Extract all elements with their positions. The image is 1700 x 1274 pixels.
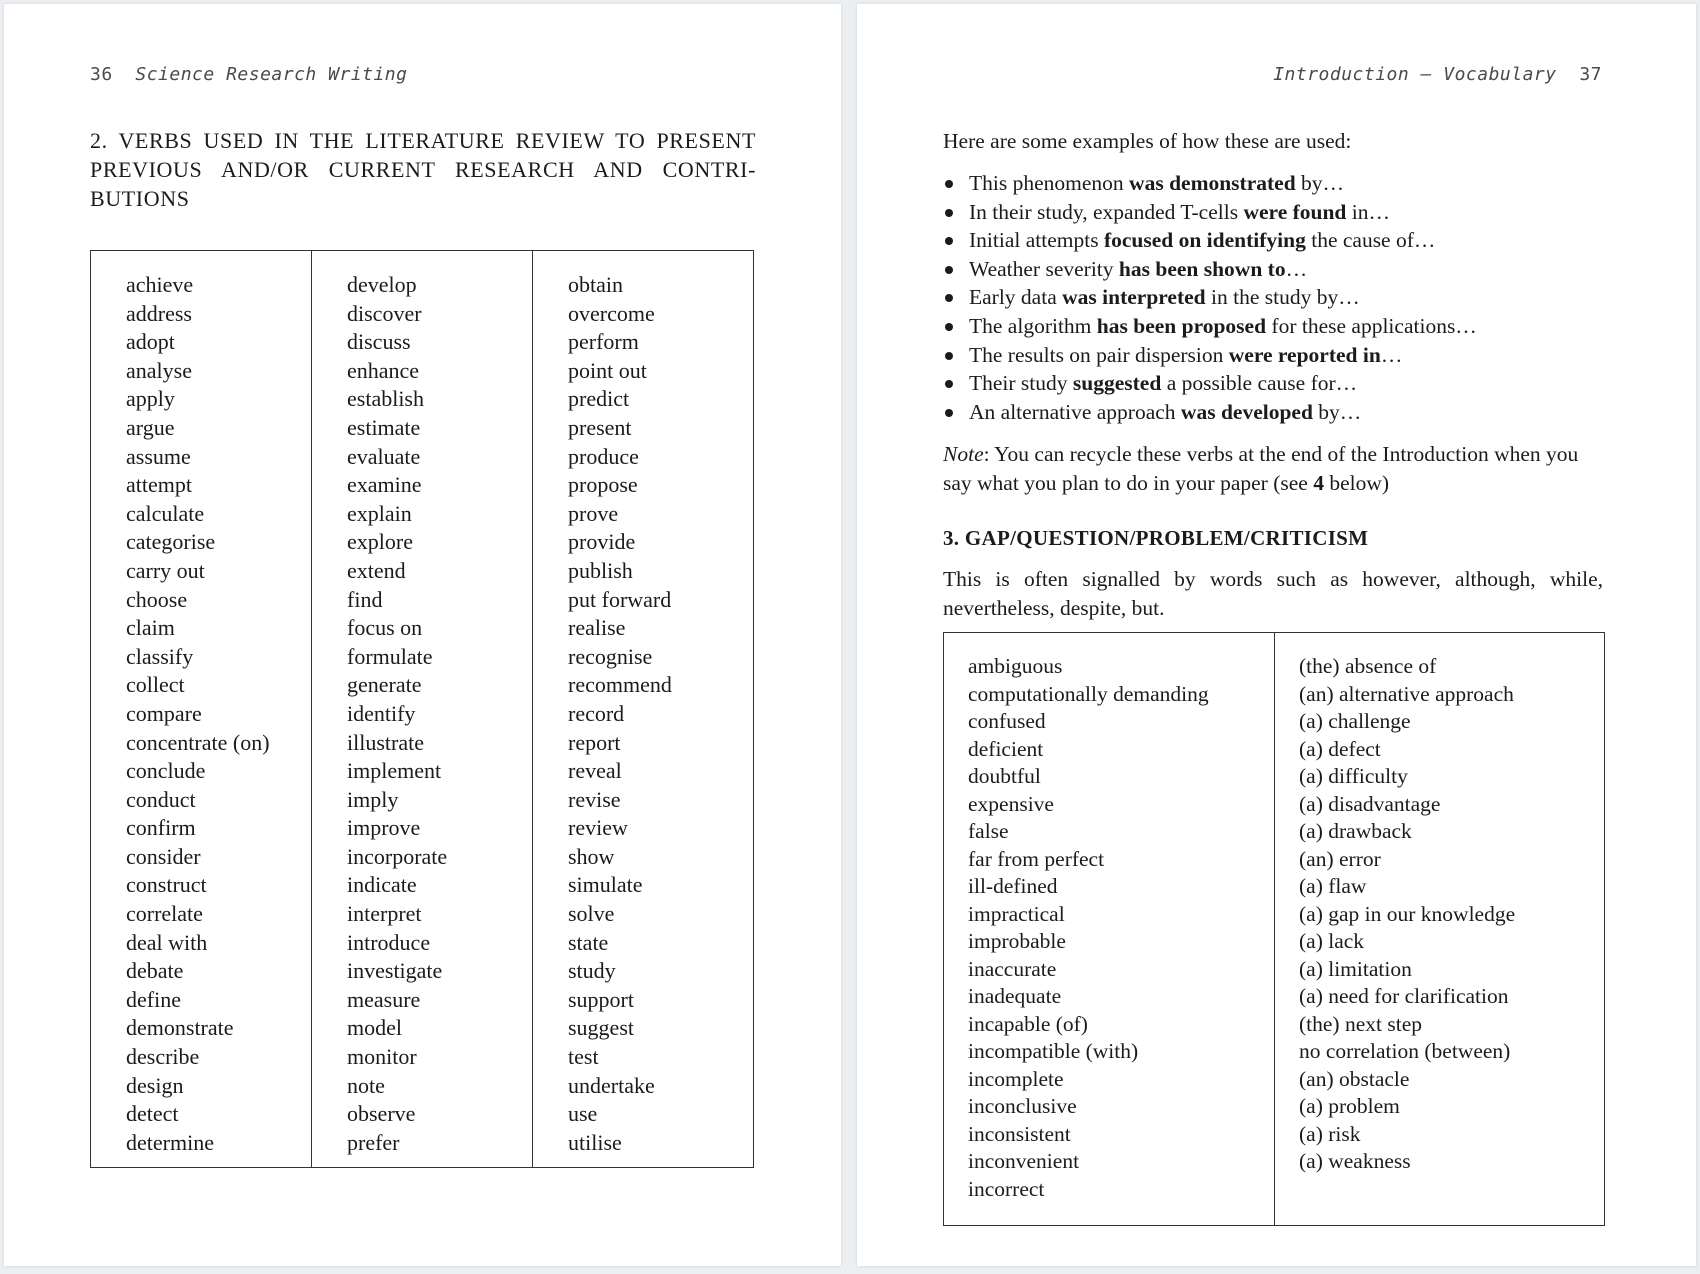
adjective-item: deficient: [968, 736, 1044, 761]
verb-item: explain: [347, 500, 412, 526]
verb-item: discuss: [347, 329, 411, 355]
example-verb: focused on identifying: [1103, 228, 1306, 253]
verb-item: incorporate: [347, 843, 448, 869]
verb-item: support: [568, 986, 634, 1012]
page-number: 37: [1579, 64, 1602, 85]
adjective-item: inaccurate: [968, 956, 1057, 981]
example-text-end: in…: [1346, 199, 1391, 224]
verb-item: solve: [568, 901, 615, 927]
examples-list: [943, 169, 1623, 426]
example-verb: were found: [1243, 199, 1347, 224]
adjective-item: false: [968, 819, 1009, 843]
verb-item: apply: [126, 386, 175, 412]
noun-item: (a) difficulty: [1299, 764, 1408, 788]
example-item: [943, 255, 1623, 284]
verb-item: detect: [126, 1101, 179, 1127]
example-text: In their study, expanded T-cells: [969, 199, 1244, 224]
verb-item: categorise: [126, 529, 216, 555]
verb-item: construct: [126, 872, 207, 898]
left-page: [4, 4, 841, 1266]
verb-item: indicate: [347, 872, 417, 898]
example-text: An alternative approach: [969, 399, 1181, 424]
verb-item: investigate: [347, 958, 443, 984]
verb-item: illustrate: [347, 729, 424, 755]
verb-item: interpret: [347, 901, 422, 927]
example-item: [943, 226, 1623, 255]
verb-item: examine: [347, 472, 422, 498]
example-verb: was demonstrated: [1129, 171, 1296, 195]
example-item: [943, 369, 1623, 398]
example-text-end: by…: [1312, 399, 1362, 424]
verb-item: address: [126, 300, 192, 326]
verb-item: realise: [568, 615, 626, 641]
adjective-item: ambiguous: [968, 654, 1063, 678]
adjective-item: incapable (of): [968, 1011, 1088, 1036]
verb-item: publish: [568, 557, 633, 583]
verb-item: classify: [126, 643, 194, 669]
verb-item: record: [568, 700, 625, 726]
verb-item: use: [568, 1101, 598, 1127]
example-item: [943, 283, 1623, 312]
noun-item: (an) alternative approach: [1299, 681, 1514, 706]
verb-item: study: [568, 958, 616, 984]
verb-item: collect: [126, 672, 185, 698]
verb-item: carry out: [126, 557, 205, 583]
verb-column: [91, 251, 311, 1167]
verb-item: explore: [347, 529, 413, 555]
verb-item: conclude: [126, 758, 206, 784]
example-verb: suggested: [1072, 371, 1162, 396]
verb-item: define: [126, 986, 181, 1012]
verb-item: claim: [126, 615, 175, 641]
running-title: Introduction — Vocabulary: [1273, 64, 1557, 85]
verb-item: provide: [568, 529, 636, 555]
example-text-end: the cause of…: [1305, 228, 1436, 253]
adjective-item: improbable: [968, 929, 1066, 953]
verb-item: revise: [568, 786, 621, 812]
verb-item: adopt: [126, 329, 175, 355]
adjective-item: confused: [968, 709, 1046, 733]
noun-item: (a) weakness: [1299, 1149, 1411, 1173]
noun-item: (a) risk: [1299, 1121, 1361, 1146]
nouns-column: [1274, 633, 1604, 1225]
adjective-item: incompatible (with): [968, 1039, 1139, 1063]
gap-heading: 3. GAP/QUESTION/PROBLEM/CRITICISM: [943, 526, 1369, 550]
noun-item: (a) limitation: [1299, 956, 1412, 981]
adjective-item: doubtful: [968, 764, 1041, 788]
example-verb: has been shown to: [1118, 256, 1286, 281]
verb-item: report: [568, 729, 621, 755]
verb-item: choose: [126, 586, 188, 612]
verb-column: [532, 251, 753, 1167]
verb-item: review: [568, 815, 628, 841]
verb-item: focus on: [347, 615, 423, 641]
example-text: The algorithm: [969, 313, 1097, 338]
adjectives-column: [944, 633, 1274, 1225]
right-page: [857, 4, 1696, 1266]
section-heading: 2. VERBS USED IN THE LITERATURE REVIEW TO PRESENT PREVIOUS AND/OR CURRENT RESEARCH AND CONTRI-BUTIONS: [90, 128, 756, 211]
verb-item: state: [568, 929, 609, 955]
verb-item: compare: [126, 700, 202, 726]
example-text-end: …: [1285, 256, 1308, 281]
gap-table: [943, 632, 1605, 1226]
verb-item: prove: [568, 500, 619, 526]
verb-item: discover: [347, 300, 422, 326]
verb-item: argue: [126, 414, 175, 440]
verb-item: imply: [347, 786, 399, 812]
verb-item: develop: [347, 272, 417, 297]
verb-item: conduct: [126, 786, 196, 812]
example-text: Early data: [969, 285, 1063, 310]
verb-item: calculate: [126, 500, 205, 526]
verb-item: prefer: [347, 1129, 400, 1155]
verb-item: debate: [126, 958, 184, 984]
noun-item: (the) next step: [1299, 1011, 1422, 1036]
adjective-item: inconclusive: [968, 1094, 1077, 1118]
verb-item: generate: [347, 672, 422, 698]
noun-item: (a) flaw: [1299, 874, 1367, 898]
verb-item: establish: [347, 386, 424, 412]
example-item: [943, 198, 1623, 227]
noun-item: (a) drawback: [1299, 819, 1412, 843]
note-text-end: below): [1323, 470, 1390, 495]
example-text-end: by…: [1295, 171, 1345, 195]
verb-item: obtain: [568, 272, 623, 297]
verb-item: formulate: [347, 643, 433, 669]
noun-item: (an) error: [1299, 846, 1381, 871]
verb-item: produce: [568, 443, 639, 469]
verb-item: improve: [347, 815, 421, 841]
noun-item: no correlation (between): [1299, 1039, 1511, 1063]
noun-item: (a) defect: [1299, 736, 1381, 761]
example-text-end: for these applications…: [1266, 313, 1477, 338]
verb-item: deal with: [126, 929, 208, 955]
example-text-end: …: [1380, 342, 1403, 367]
example-text-end: a possible cause for…: [1161, 371, 1358, 396]
verb-item: observe: [347, 1101, 416, 1127]
verb-item: note: [347, 1072, 385, 1098]
verb-item: extend: [347, 557, 406, 583]
example-text: Their study: [969, 371, 1073, 396]
verb-item: enhance: [347, 357, 420, 383]
example-text: This phenomenon: [969, 171, 1130, 195]
verb-item: find: [347, 586, 383, 612]
verb-item: simulate: [568, 872, 643, 898]
verb-item: predict: [568, 386, 630, 412]
verb-item: suggest: [568, 1015, 634, 1041]
noun-item: (a) challenge: [1299, 709, 1411, 733]
verb-item: consider: [126, 843, 201, 869]
example-verb: was interpreted: [1062, 285, 1206, 310]
noun-item: (a) problem: [1299, 1094, 1400, 1118]
verb-item: propose: [568, 472, 638, 498]
example-text: The results on pair dispersion: [969, 342, 1229, 367]
verb-item: evaluate: [347, 443, 421, 469]
verb-item: attempt: [126, 472, 192, 498]
verb-item: point out: [568, 357, 647, 383]
verb-item: estimate: [347, 414, 421, 440]
example-text: Initial attempts: [969, 228, 1104, 253]
verb-item: analyse: [126, 357, 192, 383]
verb-item: describe: [126, 1044, 200, 1070]
example-item: [943, 312, 1623, 341]
verb-item: overcome: [568, 300, 655, 326]
verb-item: undertake: [568, 1072, 655, 1098]
page-number: 36: [90, 64, 113, 85]
example-verb: were reported in: [1228, 342, 1381, 367]
noun-item: (a) need for clarification: [1299, 984, 1509, 1008]
adjective-item: impractical: [968, 901, 1065, 926]
verb-item: recommend: [568, 672, 672, 698]
note-bold: 4: [1313, 470, 1324, 495]
verb-item: determine: [126, 1129, 214, 1155]
verb-item: concentrate (on): [126, 729, 270, 755]
adjective-item: computationally demanding: [968, 681, 1209, 706]
noun-item: (a) gap in our knowledge: [1299, 901, 1516, 926]
verb-item: introduce: [347, 929, 431, 955]
verb-item: assume: [126, 443, 191, 469]
example-text-end: in the study by…: [1205, 285, 1360, 310]
adjective-item: incorrect: [968, 1176, 1045, 1201]
running-title: Science Research Writing: [135, 64, 408, 85]
verb-table: [90, 250, 754, 1168]
verb-item: achieve: [126, 272, 194, 297]
verb-item: correlate: [126, 901, 203, 927]
example-item: [943, 398, 1623, 427]
running-head-left: [90, 64, 407, 85]
examples-intro: Here are some examples of how these are used:: [943, 129, 1352, 153]
verb-item: perform: [568, 329, 639, 355]
noun-item: (a) lack: [1299, 929, 1365, 953]
adjective-item: inconsistent: [968, 1121, 1071, 1146]
verb-item: model: [347, 1015, 402, 1041]
verb-item: monitor: [347, 1044, 417, 1070]
verb-item: put forward: [568, 586, 672, 612]
note-label: Note: [943, 442, 984, 466]
example-verb: has been proposed: [1096, 313, 1267, 338]
running-head-right: [1273, 64, 1602, 85]
noun-item: (an) obstacle: [1299, 1066, 1410, 1091]
adjective-item: incomplete: [968, 1066, 1064, 1091]
adjective-item: inadequate: [968, 984, 1062, 1008]
example-text: Weather severity: [969, 256, 1119, 281]
noun-item: (a) disadvantage: [1299, 791, 1441, 816]
verb-item: confirm: [126, 815, 196, 841]
example-item: [943, 169, 1623, 198]
verb-item: present: [568, 414, 632, 440]
verb-item: utilise: [568, 1129, 622, 1155]
note-paragraph: [943, 440, 1603, 497]
verb-item: recognise: [568, 643, 653, 669]
adjective-item: far from perfect: [968, 846, 1105, 871]
adjective-item: inconvenient: [968, 1149, 1080, 1173]
verb-item: demonstrate: [126, 1015, 234, 1041]
verb-item: test: [568, 1044, 599, 1070]
verb-column: [311, 251, 532, 1167]
note-text: : You can recycle these verbs at the end of the Introduction when you say what you plan to do in your paper (see: [943, 442, 1579, 495]
adjective-item: ill-defined: [968, 874, 1058, 898]
verb-item: design: [126, 1072, 184, 1098]
verb-item: implement: [347, 758, 442, 784]
verb-item: identify: [347, 700, 416, 726]
example-item: [943, 341, 1623, 370]
verb-item: measure: [347, 986, 421, 1012]
verb-item: reveal: [568, 758, 622, 784]
verb-item: show: [568, 843, 615, 869]
gap-intro: This is often signalled by words such as however, although, while, nevertheless, despite, but.: [943, 567, 1603, 620]
adjective-item: expensive: [968, 791, 1054, 816]
example-verb: was developed: [1180, 399, 1313, 424]
noun-item: (the) absence of: [1299, 654, 1437, 678]
